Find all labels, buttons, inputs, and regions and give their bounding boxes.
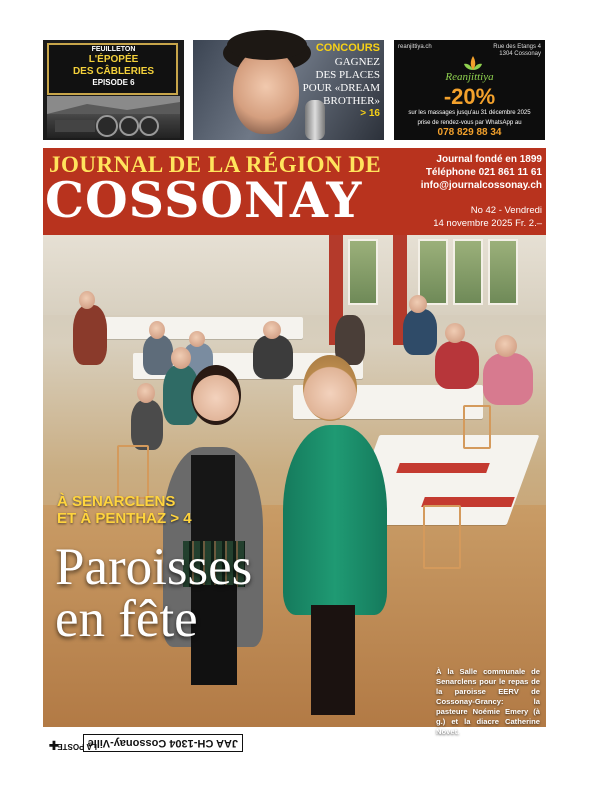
chair <box>463 405 491 449</box>
post-cross-icon: ✚ <box>48 738 59 752</box>
guest <box>73 305 107 365</box>
issue-date-price: 14 novembre 2025 Fr. 2.– <box>433 218 542 229</box>
concours-teaser[interactable] <box>193 40 384 140</box>
concours-line4: BROTHER» <box>323 95 380 107</box>
telephone[interactable]: Téléphone 021 861 11 61 <box>425 167 542 178</box>
feuilleton-teaser[interactable] <box>43 40 184 140</box>
mailing-code: JAA CH-1304 Cossonay-Ville <box>83 734 243 752</box>
window-4 <box>488 239 518 305</box>
guest <box>435 341 479 389</box>
chair <box>117 445 149 499</box>
deacon-boots <box>311 605 355 715</box>
concours-label: CONCOURS <box>315 42 380 54</box>
cover-kicker[interactable] <box>57 493 192 527</box>
ad-address-line1: Rue des Etangs 4 <box>493 44 541 50</box>
founded-year: Journal fondé en 1899 <box>436 154 542 165</box>
massage-ad[interactable] <box>394 40 545 140</box>
guest-head <box>495 335 517 357</box>
factory-illustration <box>47 96 180 138</box>
feuilleton-title-line2: DES CÂBLERIES <box>72 66 155 77</box>
chair <box>423 505 461 569</box>
kicker-line2: ET À PENTHAZ > 4 <box>57 510 192 527</box>
email-address[interactable]: info@journalcossonay.ch <box>420 180 542 191</box>
guest <box>253 335 293 379</box>
deacon-green-dress <box>283 425 387 615</box>
kicker-line1: À SENARCLENS <box>57 493 176 510</box>
window-2 <box>418 239 448 305</box>
ad-phone[interactable]: 078 829 88 34 <box>437 127 502 138</box>
guest-head <box>79 291 95 309</box>
guest-head <box>445 323 465 343</box>
feuilleton-label: FEUILLETON <box>91 46 136 53</box>
ad-brand: Reanjittiya <box>445 71 494 83</box>
table-runner <box>396 463 490 473</box>
guest-head <box>137 383 155 403</box>
microphone-icon <box>305 100 325 140</box>
concours-page: > 16 <box>360 108 380 119</box>
feuilleton-title-line1: L'ÉPOPÉE <box>88 54 139 65</box>
lotus-logo-icon <box>462 54 484 72</box>
feuilleton-episode: EPISODE 6 <box>92 78 135 87</box>
post-logo: LA POSTE <box>57 742 97 751</box>
guest-head <box>409 295 427 313</box>
photo-caption: À la Salle communale de Senarclens pour le repas de la paroisse EERV de Cossonay-Grancy: la pasteure Noémie Emery (à g.) et la diacre Catherine Novet. <box>436 667 540 736</box>
pastor-top <box>191 455 235 545</box>
singer-face <box>233 48 299 134</box>
guest <box>483 353 533 405</box>
cover-headline[interactable] <box>55 538 253 648</box>
ad-booking: prise de rendez-vous par WhatsApp au <box>417 120 522 126</box>
concours-line1: GAGNEZ <box>334 56 380 68</box>
guest-head <box>171 347 191 369</box>
concours-line3: POUR «DREAM <box>302 82 380 94</box>
factory-photo <box>47 96 180 138</box>
guest <box>131 400 163 450</box>
headline-line2: en fête <box>55 590 198 648</box>
ad-offer: sur les massages jusqu'au 31 décembre 2025 <box>408 110 531 116</box>
cover-photo <box>43 235 546 736</box>
ad-address-line2: 1304 Cossonay <box>499 51 541 57</box>
concours-line2: DES PLACES <box>315 69 380 81</box>
issue-number: No 42 - Vendredi <box>470 205 542 216</box>
ad-website[interactable]: reanjittiya.ch <box>398 44 432 50</box>
window-1 <box>348 239 378 305</box>
window-3 <box>453 239 483 305</box>
guest <box>403 309 437 355</box>
masthead-subtitle: JOURNAL DE LA RÉGION DE <box>49 152 382 177</box>
ad-discount: -20% <box>443 84 496 109</box>
singer-hair-top <box>227 30 307 60</box>
pastor-head <box>191 365 241 425</box>
guest-head <box>263 321 281 339</box>
deacon-head <box>303 355 357 421</box>
masthead-title: COSSONAY <box>45 171 363 229</box>
masthead <box>43 148 546 235</box>
mailing-label <box>43 732 243 754</box>
guest-head <box>149 321 165 339</box>
headline-line1: Paroisses <box>55 538 253 596</box>
guest-head <box>189 331 205 347</box>
